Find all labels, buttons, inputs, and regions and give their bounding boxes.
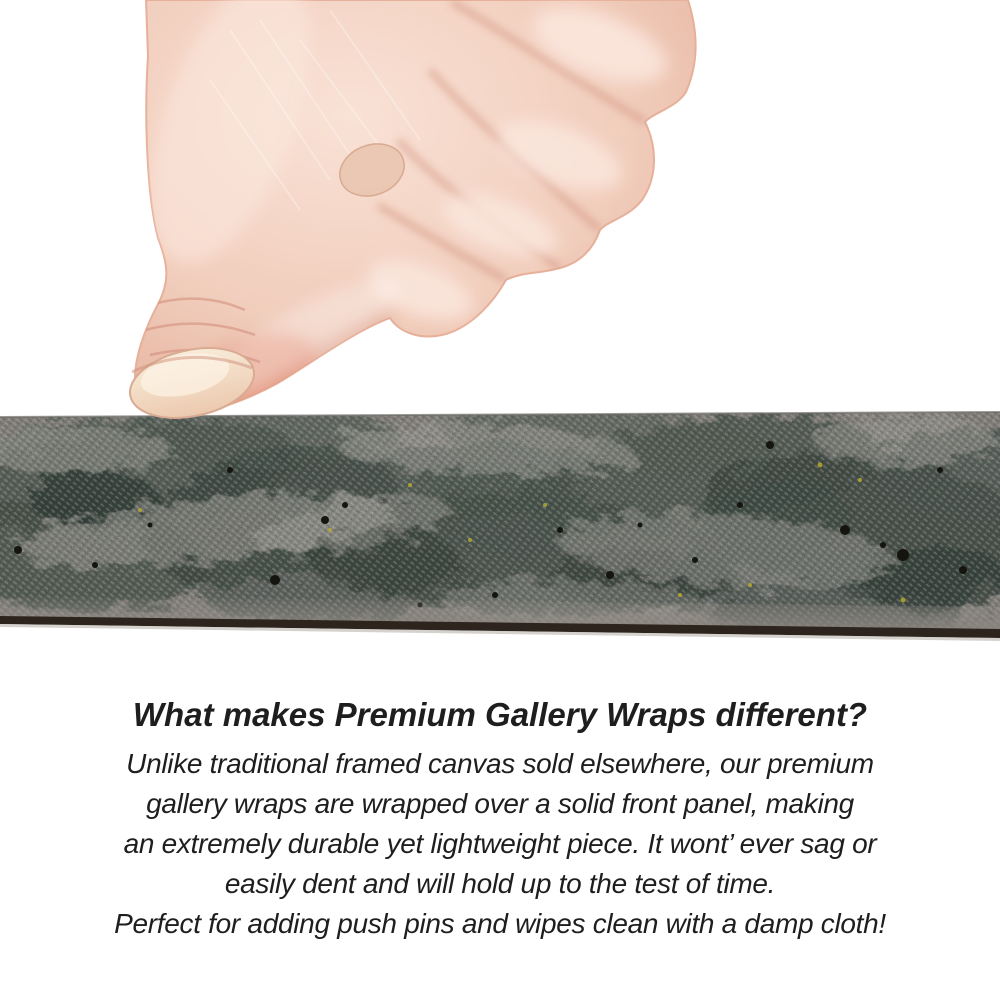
- info-heading: What makes Premium Gallery Wraps different?: [132, 696, 868, 733]
- fist-silhouette: [118, 0, 696, 432]
- info-line-5: Perfect for adding push pins and wipes clean with a damp cloth!: [114, 908, 886, 939]
- info-line-1: Unlike traditional framed canvas sold elsewhere, our premium: [126, 748, 874, 779]
- info-block: [0, 696, 1000, 944]
- info-line-3: an extremely durable yet lightweight piece. It wont’ ever sag or: [123, 828, 877, 859]
- info-line-2: gallery wraps are wrapped over a solid front panel, making: [146, 788, 854, 819]
- hand-photo: [0, 0, 1000, 445]
- info-line-4: easily dent and will hold up to the test of time.: [224, 868, 776, 899]
